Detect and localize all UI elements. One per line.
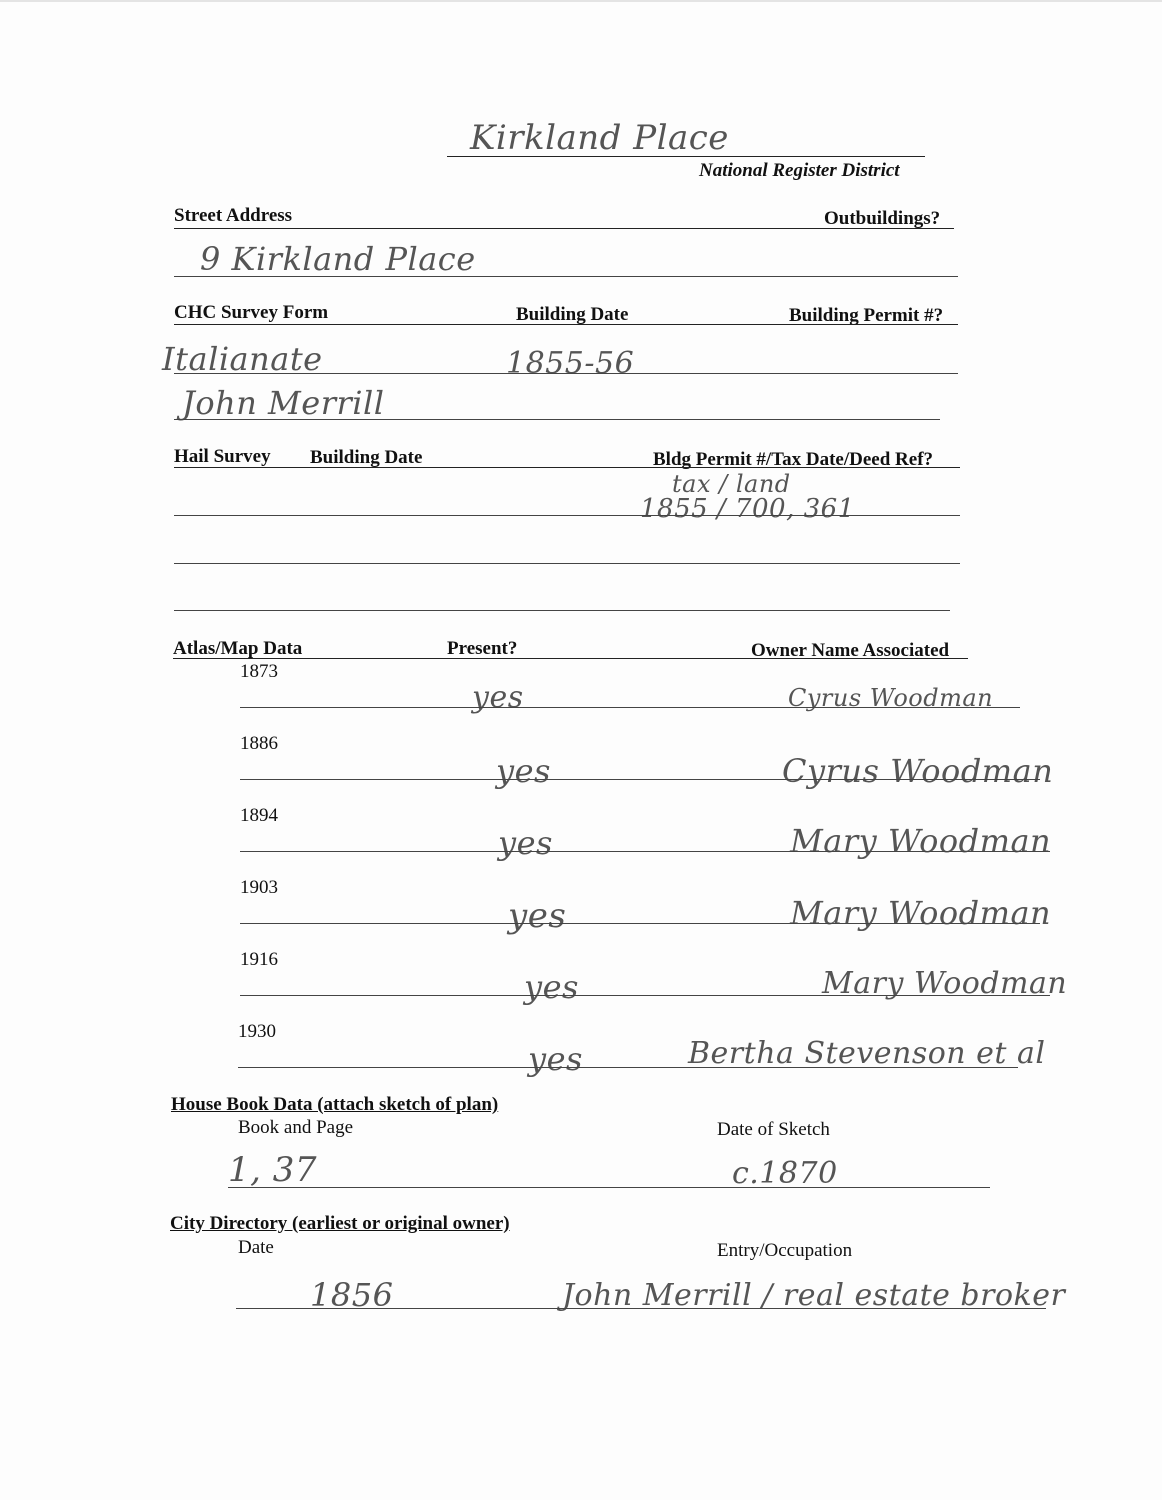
district-line — [447, 156, 925, 157]
hail-line-2 — [174, 563, 960, 564]
atlas-line-1903 — [240, 923, 1040, 924]
city-directory-line — [236, 1308, 1046, 1309]
chc-value-line-2 — [174, 419, 940, 420]
atlas-line-1894 — [240, 851, 1050, 852]
city-directory-entry-value: John Merrill / real estate broker — [562, 1278, 1066, 1313]
atlas-year-1930: 1930 — [238, 1021, 276, 1042]
hail-line-3 — [174, 610, 950, 611]
atlas-owner-1916: Mary Woodman — [822, 966, 1068, 1001]
atlas-present-1894: yes — [498, 824, 553, 862]
atlas-owner-1886: Cyrus Woodman — [782, 752, 1054, 790]
chc-survey-label: CHC Survey Form — [174, 302, 329, 323]
house-book-label: House Book Data (attach sketch of plan) — [171, 1094, 499, 1115]
chc-architect-value: John Merrill — [182, 384, 385, 422]
hail-tax-line1: tax / land — [672, 470, 791, 498]
city-directory-date-value: 1856 — [310, 1276, 394, 1314]
chc-building-date-label: Building Date — [516, 304, 629, 325]
city-directory-label: City Directory (earliest or original owner) — [170, 1213, 510, 1234]
atlas-line-1930 — [238, 1067, 1018, 1068]
atlas-year-1916: 1916 — [240, 949, 278, 970]
house-book-line — [228, 1187, 990, 1188]
atlas-owner-1930: Bertha Stevenson et al — [688, 1036, 1046, 1071]
atlas-year-1873: 1873 — [240, 661, 278, 682]
chc-permit-label: Building Permit #? — [789, 305, 944, 326]
atlas-year-1894: 1894 — [240, 805, 278, 826]
atlas-year-1886: 1886 — [240, 733, 278, 754]
hail-building-date-label: Building Date — [310, 447, 423, 468]
chc-date-value: 1855-56 — [506, 346, 635, 381]
hail-survey-label: Hail Survey — [174, 446, 271, 467]
atlas-present-1930: yes — [528, 1040, 583, 1078]
sketch-date-label: Date of Sketch — [717, 1119, 830, 1140]
atlas-present-1886: yes — [496, 752, 551, 790]
atlas-owner-1873: Cyrus Woodman — [788, 684, 994, 712]
district-name: Kirkland Place — [470, 118, 729, 158]
chc-value-line-1 — [174, 373, 958, 374]
hail-permit-tax-label: Bldg Permit #/Tax Date/Deed Ref? — [653, 449, 934, 470]
book-page-label: Book and Page — [238, 1117, 354, 1138]
atlas-owner-label: Owner Name Associated — [751, 640, 950, 661]
street-address-label: Street Address — [174, 205, 293, 226]
atlas-present-1873: yes — [472, 680, 524, 715]
atlas-present-label: Present? — [447, 638, 518, 659]
atlas-owner-1903: Mary Woodman — [790, 894, 1052, 932]
atlas-owner-1894: Mary Woodman — [790, 822, 1052, 860]
street-value-line — [174, 276, 958, 277]
district-caption: National Register District — [699, 160, 900, 181]
chc-header-line — [174, 324, 958, 325]
city-directory-entry-label: Entry/Occupation — [717, 1240, 853, 1261]
street-address-value: 9 Kirkland Place — [200, 240, 476, 278]
atlas-header-line — [173, 658, 968, 659]
outbuildings-label: Outbuildings? — [824, 208, 941, 229]
atlas-label: Atlas/Map Data — [173, 638, 303, 659]
chc-style-value: Italianate — [162, 340, 323, 378]
atlas-year-1903: 1903 — [240, 877, 278, 898]
hail-line-1 — [174, 515, 960, 516]
atlas-line-1886 — [240, 779, 1040, 780]
city-directory-date-label: Date — [238, 1237, 274, 1258]
street-header-line — [174, 228, 954, 229]
hail-header-line — [174, 467, 960, 468]
atlas-line-1916 — [240, 995, 1050, 996]
atlas-present-1903: yes — [508, 896, 567, 936]
hail-tax-line2: 1855 / 700, 361 — [640, 494, 855, 524]
sketch-date-value: c.1870 — [732, 1156, 838, 1191]
atlas-line-1873 — [240, 707, 1020, 708]
book-page-value: 1, 37 — [228, 1150, 318, 1190]
atlas-present-1916: yes — [524, 968, 579, 1006]
